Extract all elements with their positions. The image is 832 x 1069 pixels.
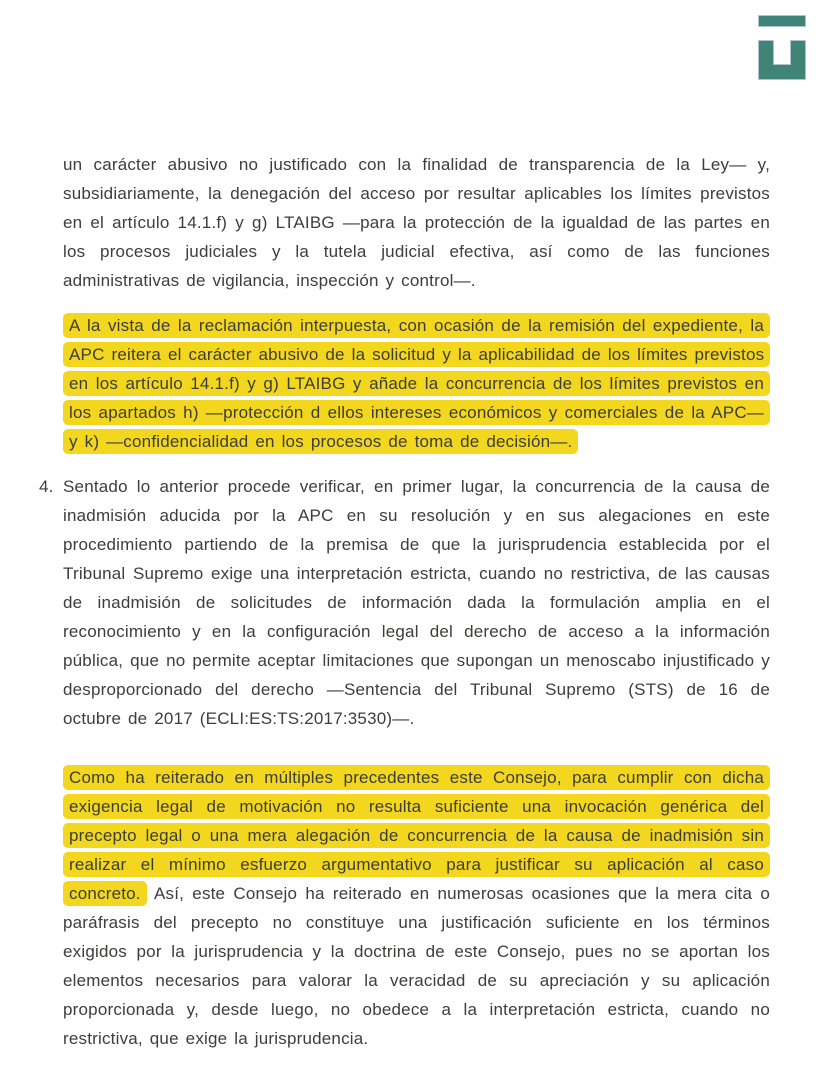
highlighted-text: A la vista de la reclamación interpuesta, con ocasión de la remisión del expediente, la APC reitera el carácter abusivo de la solicitud y la aplicabilidad de los límites previstos en los artículo 14.1.f) y g) LTAIBG y añade la concurrencia de los límites previstos en los apartados h) —protección d ellos intereses económicos y comerciales de la APC— y k) —confidencialidad en los procesos de toma de decisión—.	[63, 313, 770, 454]
paragraph-text: Así, este Consejo ha reiterado en numerosas ocasiones que la mera cita o paráfrasis del precepto no constituye una justificación suficiente en los términos exigidos por la jurisprudencia y la doctrina de este Consejo, pues no se aportan los elementos necesarios para valorar la veracidad de su apreciación y su aplicación proporcionada y, desde luego, no obedece a la interpretación estricta, cuando no restrictiva, que exige la jurisprudencia.	[63, 884, 770, 1048]
paragraph-continuation	[63, 150, 770, 295]
paragraph-mixed-highlight	[63, 763, 770, 1053]
document-body	[39, 150, 770, 1069]
list-number: 4.	[39, 477, 54, 496]
paragraph-text: un carácter abusivo no justificado con la finalidad de transparencia de la Ley— y, subsidiariamente, la denegación del acceso por resultar aplicables los límites previstos en el artículo 14.1.f) y g) LTAIBG —para la protección de la igualdad de las partes en los procesos judiciales y la tutela judicial efectiva, así como de las funciones administrativas de vigilancia, inspección y control—.	[63, 155, 770, 290]
highlighted-text: Como ha reiterado en múltiples precedentes este Consejo, para cumplir con dicha exigencia legal de motivación no resulta suficiente una invocación genérica del precepto legal o una mera alegación de concurrencia de la causa de inadmisión sin realizar el mínimo esfuerzo argumentativo para justificar su aplicación al caso concreto.	[63, 765, 770, 906]
transparency-council-logo-icon	[758, 15, 806, 80]
paragraph-highlighted-apc	[63, 311, 770, 456]
paragraph-text: Sentado lo anterior procede verificar, en primer lugar, la concurrencia de la causa de inadmisión aducida por la APC en su resolución y en sus alegaciones en este procedimiento partiendo de la premisa de que la jurisprudencia establecida por el Tribunal Supremo exige una interpretación estricta, cuando no restrictiva, de las causas de inadmisión de solicitudes de información dada la formulación amplia en el reconocimiento y en la configuración legal del derecho de acceso a la información pública, que no permite aceptar limitaciones que supongan un menoscabo injustificado y desproporcionado del derecho —Sentencia del Tribunal Supremo (STS) de 16 de octubre de 2017 (ECLI:ES:TS:2017:3530)—.	[63, 477, 770, 728]
numbered-paragraph-body	[63, 472, 770, 733]
paragraph-numbered-4	[39, 472, 770, 733]
transparency-council-logo	[758, 15, 806, 80]
